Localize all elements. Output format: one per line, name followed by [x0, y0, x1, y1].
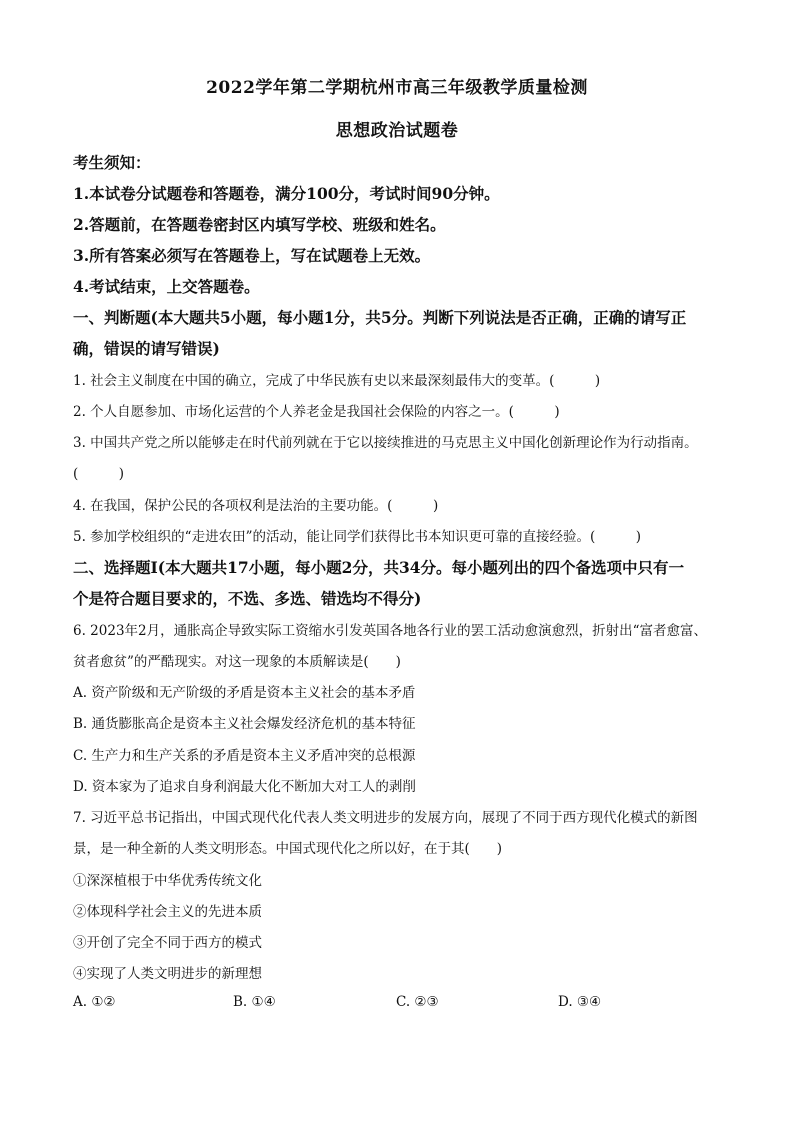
question-7-statement-2: ②体现科学社会主义的先进本质	[73, 904, 262, 920]
question-6-stem-line2: 贫者愈贫”的严酷现实。对这一现象的本质解读是( )	[73, 654, 401, 670]
question-1: 1. 社会主义制度在中国的确立，完成了中华民族有史以来最深刻最伟大的变革。( )	[73, 373, 601, 389]
question-7-option-d: D. ③④	[558, 994, 602, 1010]
question-2: 2. 个人自愿参加、市场化运营的个人养老金是我国社会保险的内容之一。( )	[73, 404, 560, 420]
section2-heading-line2: 个是符合题目要求的，不选、多选、错选均不得分)	[73, 589, 422, 608]
question-7-stem-line1: 7. 习近平总书记指出，中国式现代化代表人类文明进步的发展方向，展现了不同于西方现代化模式的新图	[73, 810, 698, 826]
question-7-statement-1: ①深深植根于中华优秀传统文化	[73, 873, 262, 889]
question-6-option-d: D. 资本家为了追求自身利润最大化不断加大对工人的剥削	[73, 779, 416, 795]
question-7-statement-4: ④实现了人类文明进步的新理想	[73, 966, 262, 982]
question-5: 5. 参加学校组织的“走进农田”的活动，能让同学们获得比书本知识更可靠的直接经验。( )	[73, 529, 642, 545]
notice-item-2: 2.答题前，在答题卷密封区内填写学校、班级和姓名。	[73, 215, 446, 234]
notice-item-3: 3.所有答案必须写在答题卷上，写在试题卷上无效。	[73, 246, 431, 265]
question-6-option-c: C. 生产力和生产关系的矛盾是资本主义矛盾冲突的总根源	[73, 748, 416, 764]
question-6-option-b: B. 通货膨胀高企是资本主义社会爆发经济危机的基本特征	[73, 716, 416, 732]
section1-heading-line2: 确，错误的请写错误)	[73, 339, 220, 358]
question-7-option-c: C. ②③	[396, 994, 439, 1010]
question-6-option-a: A. 资产阶级和无产阶级的矛盾是资本主义社会的基本矛盾	[73, 685, 416, 701]
section2-heading-line1: 二、选择题Ⅰ(本大题共17小题，每小题2分，共34分。每小题列出的四个备选项中只有一	[73, 558, 685, 577]
question-6-stem-line1: 6. 2023年2月，通胀高企导致实际工资缩水引发英国各地各行业的罢工活动愈演愈烈，折射出“富者愈富、	[73, 623, 708, 639]
question-4: 4. 在我国，保护公民的各项权利是法治的主要功能。( )	[73, 498, 439, 514]
question-7-option-b: B. ①④	[233, 994, 276, 1010]
exam-subtitle: 思想政治试题卷	[335, 121, 459, 141]
question-7-stem-line2: 景，是一种全新的人类文明形态。中国式现代化之所以好，在于其( )	[73, 841, 503, 857]
question-7-statement-3: ③开创了完全不同于西方的模式	[73, 935, 262, 951]
notice-heading: 考生须知：	[73, 153, 151, 172]
notice-item-4: 4.考试结束，上交答题卷。	[73, 277, 260, 296]
question-3-line1: 3. 中国共产党之所以能够走在时代前列就在于它以接续推进的马克思主义中国化创新理论作为行动指南。	[73, 435, 698, 451]
section1-heading-line1: 一、判断题(本大题共5小题，每小题1分，共5分。判断下列说法是否正确，正确的请写正	[73, 308, 687, 327]
exam-title: 2022学年第二学期杭州市高三年级教学质量检测	[206, 78, 588, 98]
notice-item-1: 1.本试卷分试题卷和答题卷，满分100分，考试时间90分钟。	[73, 184, 500, 203]
question-7-option-a: A. ①②	[73, 994, 116, 1010]
question-3-line2: ( )	[73, 466, 125, 482]
